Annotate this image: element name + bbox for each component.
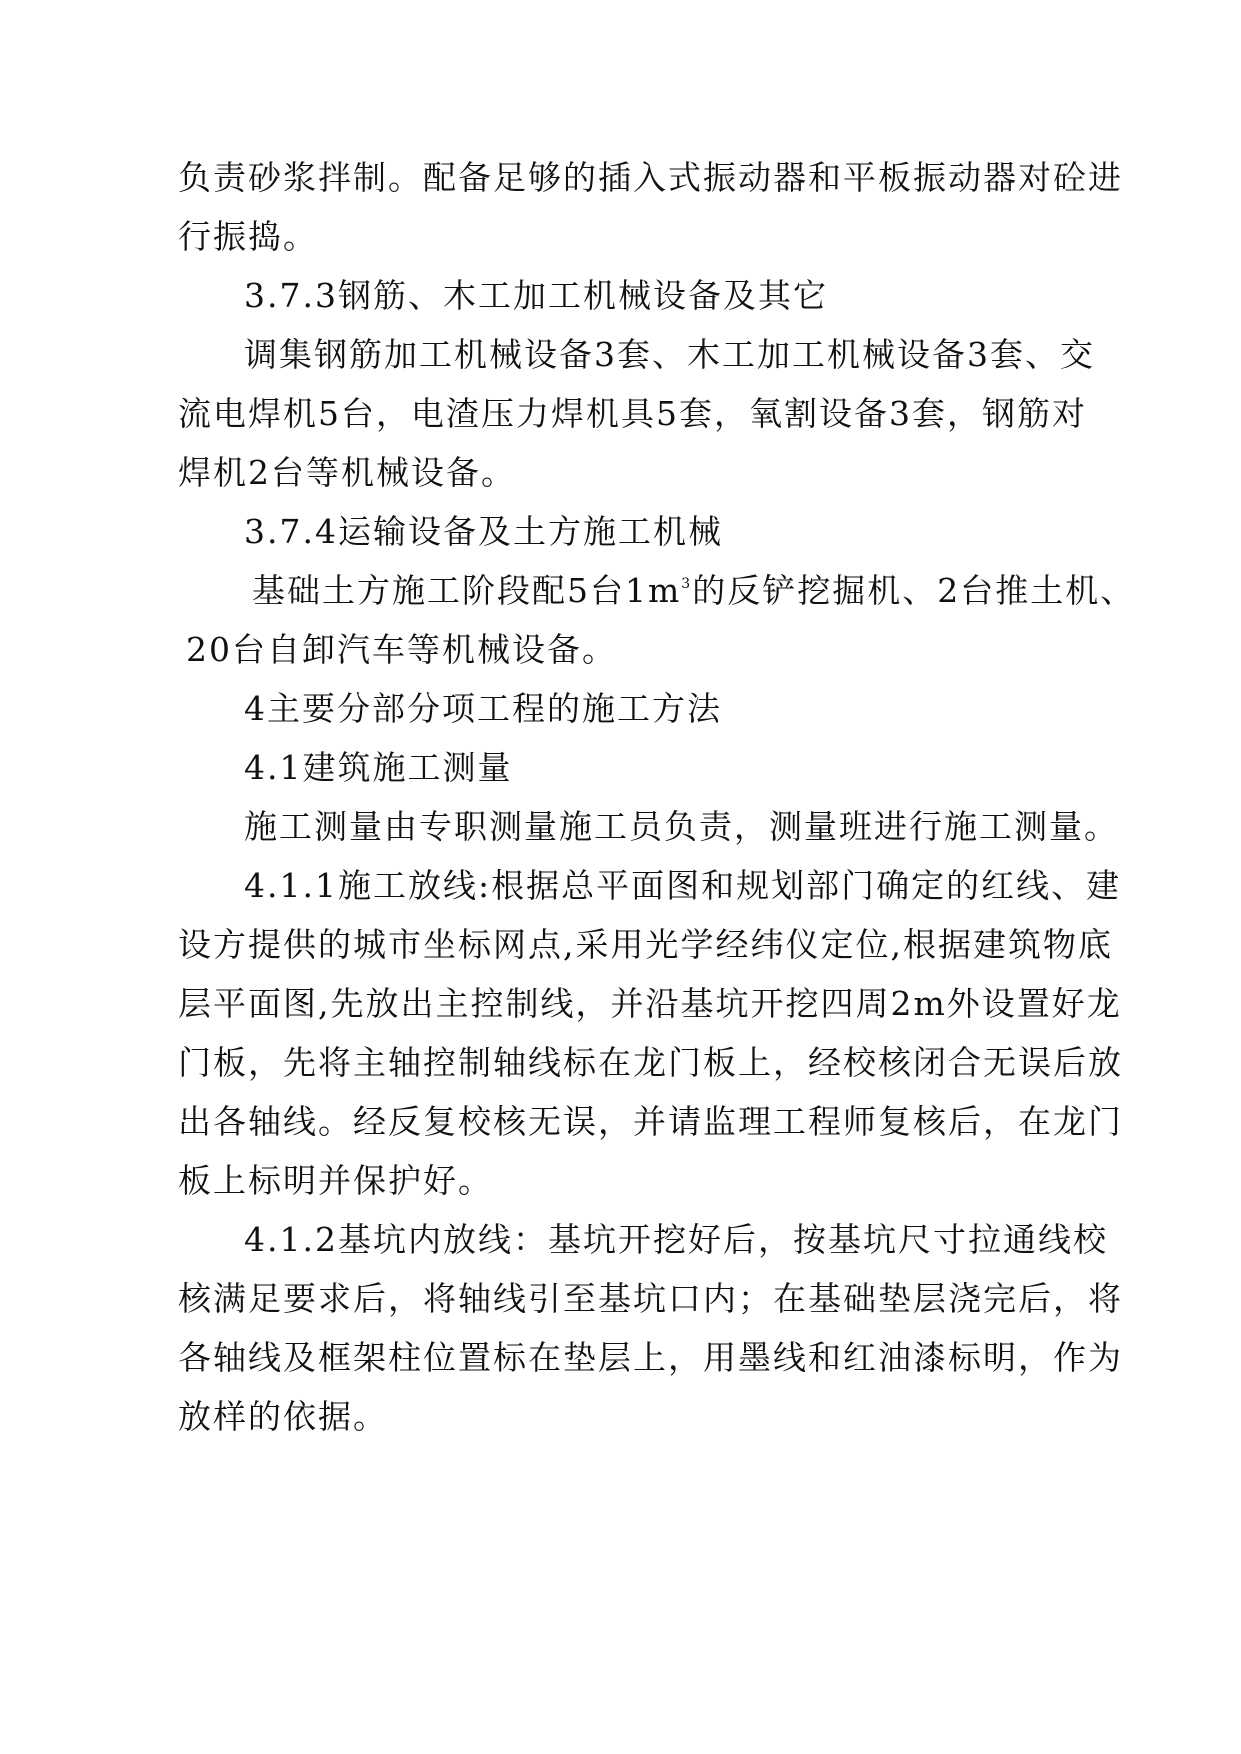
section-heading: 4主要分部分项工程的施工方法 <box>244 689 722 728</box>
text-line: 4.1.2基坑内放线：基坑开挖好后，按基坑尺寸拉通线校 <box>244 1220 1108 1259</box>
section-heading: 3.7.4运输设备及土方施工机械 <box>244 512 723 551</box>
section-heading: 4.1建筑施工测量 <box>244 748 513 787</box>
text-line: 各轴线及框架柱位置标在垫层上，用墨线和红油漆标明，作为 <box>178 1338 1123 1377</box>
text-segment: 基础土方施工阶段配5台1m <box>252 571 682 610</box>
text-line: 负责砂浆拌制。配备足够的插入式振动器和平板振动器对砼进 <box>178 158 1123 197</box>
text-line: 板上标明并保护好。 <box>178 1161 493 1200</box>
text-line: 调集钢筋加工机械设备3套、木工加工机械设备3套、交 <box>244 335 1095 374</box>
text-line: 行振捣。 <box>178 217 318 256</box>
text-line: 放样的依据。 <box>178 1397 388 1436</box>
text-line: 门板，先将主轴控制轴线标在龙门板上，经校核闭合无误后放 <box>178 1043 1123 1082</box>
text-line: 层平面图,先放出主控制线，并沿基坑开挖四周2m外设置好龙 <box>178 984 1122 1023</box>
text-line: 出各轴线。经反复校核无误，并请监理工程师复核后，在龙门 <box>178 1102 1123 1141</box>
text-line: 设方提供的城市坐标网点,采用光学经纬仪定位,根据建筑物底 <box>178 925 1113 964</box>
text-line: 20台自卸汽车等机械设备。 <box>186 630 617 669</box>
superscript: 3 <box>681 576 693 592</box>
text-segment: 的反铲挖掘机、2台推土机、 <box>692 571 1136 610</box>
text-line: 焊机2台等机械设备。 <box>178 453 516 492</box>
text-line <box>252 566 1135 616</box>
text-line: 核满足要求后，将轴线引至基坑口内；在基础垫层浇完后，将 <box>178 1279 1123 1318</box>
text-line: 流电焊机5台，电渣压力焊机具5套，氧割设备3套，钢筋对 <box>178 394 1087 433</box>
section-heading: 3.7.3钢筋、木工加工机械设备及其它 <box>244 276 828 315</box>
text-line: 施工测量由专职测量施工员负责，测量班进行施工测量。 <box>244 807 1119 846</box>
text-line: 4.1.1施工放线:根据总平面图和规划部门确定的红线、建 <box>244 866 1122 905</box>
